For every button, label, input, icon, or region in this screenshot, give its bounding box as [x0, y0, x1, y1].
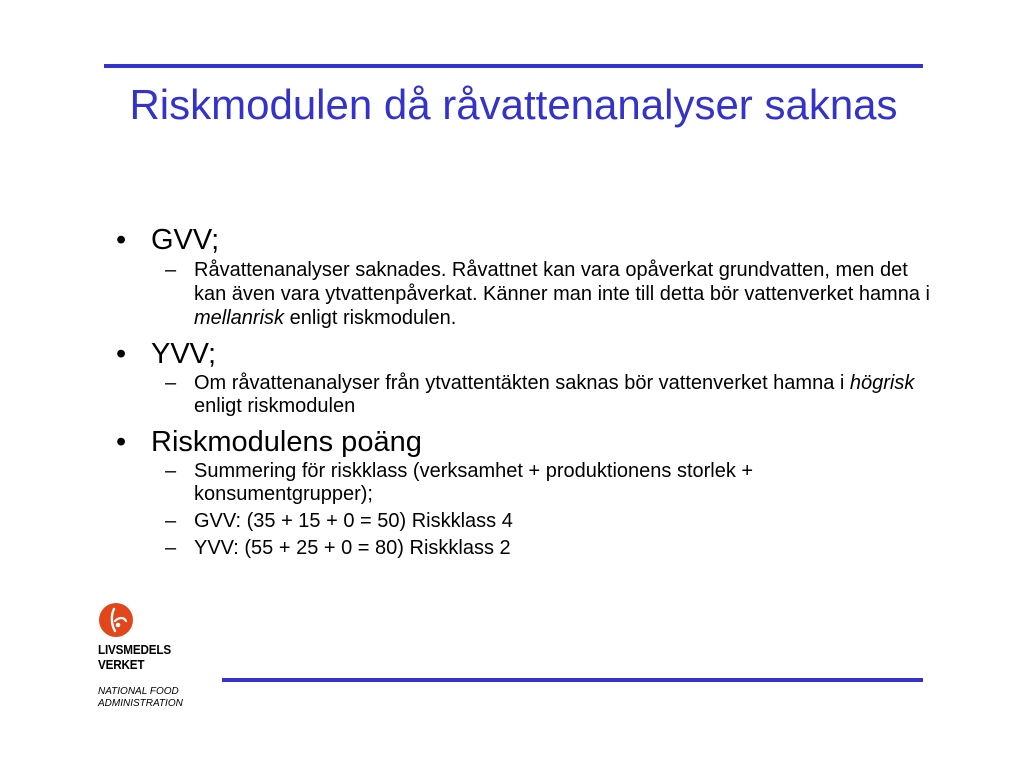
sub-text: Summering för riskklass (verksamhet + produktionens storlek + konsumentgrupper);: [194, 460, 754, 505]
dash-marker: –: [165, 259, 177, 281]
sub-emphasis: högrisk: [849, 372, 915, 394]
dash-marker: –: [165, 537, 177, 559]
top-rule: [104, 64, 923, 68]
livsmedelsverket-logo: [98, 602, 218, 710]
sub-text: GVV: (35 + 15 + 0 = 50) Riskklass 4: [194, 510, 513, 532]
logo-sub-line-1: NATIONAL FOOD: [98, 686, 179, 697]
slide-title: Riskmodulen då råvattenanalyser saknas: [129, 81, 898, 128]
dash-marker: –: [165, 510, 177, 532]
logo-emblem-icon: [98, 602, 134, 638]
bullet-label: Riskmodulens poäng: [151, 426, 422, 458]
bullet-riskmodulens-poang: [110, 424, 930, 460]
sub-bullet-gvv-score: [110, 510, 930, 533]
sub-bullet-yvv-1: [110, 372, 930, 418]
logo-line-1: LIVSMEDELS: [98, 642, 171, 657]
sub-text: Om råvattenanalyser från ytvattentäkten saknas bör vattenverket hamna i: [194, 372, 850, 394]
sub-text: enligt riskmodulen.: [284, 307, 457, 329]
dash-marker: –: [165, 372, 177, 394]
slide-content: [110, 222, 930, 560]
sub-bullet-summering: [110, 460, 930, 506]
sub-text: YVV: (55 + 25 + 0 = 80) Riskklass 2: [194, 537, 511, 559]
bullet-gvv: [110, 222, 930, 258]
bullet-yvv: [110, 336, 930, 372]
bullet-marker: •: [116, 338, 127, 370]
dash-marker: –: [165, 460, 177, 482]
sub-text: Råvattenanalyser saknades. Råvattnet kan vara opåverkat grundvatten, men det kan även vara ytvattenpåverkat. Känner man inte till detta bör vattenverket hamna i: [194, 259, 930, 305]
sub-bullet-gvv-1: [110, 258, 930, 330]
logo-wordmark: [98, 642, 206, 672]
bottom-rule: [222, 678, 923, 682]
bullet-label: GVV;: [151, 224, 220, 256]
logo-line-2: VERKET: [98, 657, 145, 672]
sub-bullet-yvv-score: [110, 537, 930, 560]
bullet-marker: •: [116, 224, 127, 256]
sub-emphasis: mellanrisk: [194, 307, 285, 329]
logo-subtitle: [98, 686, 218, 710]
logo-sub-line-2: ADMINISTRATION: [98, 698, 183, 709]
sub-text: enligt riskmodulen: [194, 395, 356, 417]
bullet-label: YVV;: [151, 338, 217, 370]
bullet-marker: •: [116, 426, 127, 458]
